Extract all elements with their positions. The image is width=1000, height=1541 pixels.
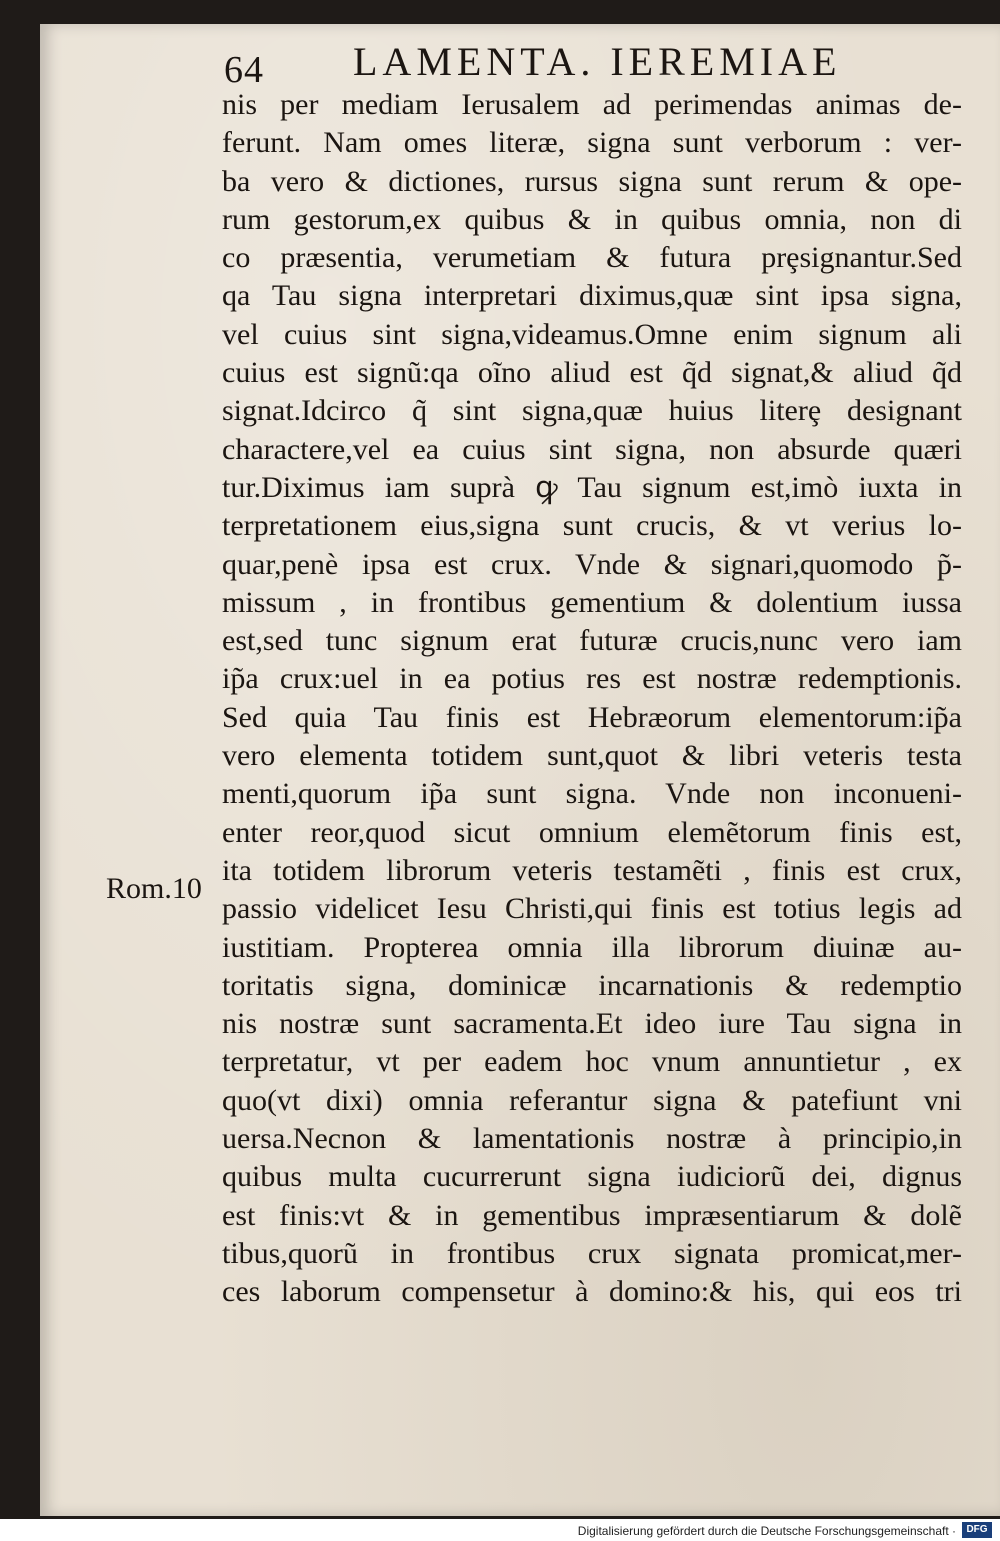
text-line: passio videlicet Iesu Christi,qui finis est totius legis ad — [222, 892, 962, 926]
text-line: terpretatur, vt per eadem hoc vnum annuntietur , ex — [222, 1045, 962, 1079]
text-line: menti,quorum ip̃a sunt signa. Vnde non inconueni- — [222, 777, 962, 811]
text-line: tur.Diximus iam suprà ꝙ Tau signum est,imò iuxta in — [222, 470, 962, 504]
text-line: est,sed tunc signum erat futuræ crucis,nunc vero iam — [222, 624, 962, 658]
text-line: cuius est signũ:qa oĩno aliud est q̃d signat,& aliud q̃d — [222, 356, 962, 390]
dfg-logo: DFG — [962, 1522, 992, 1538]
text-line: missum , in frontibus gementium & dolentium iussa — [222, 585, 962, 619]
text-line: terpretationem eius,signa sunt crucis, & vt verius lo- — [222, 509, 962, 543]
text-line: rum gestorum,ex quibus & in quibus omnia, non di — [222, 202, 962, 236]
text-line: Sed quia Tau finis est Hebræorum elementorum:ip̃a — [222, 700, 962, 734]
text-line: tibus,quorũ in frontibus crux signata promicat,mer- — [222, 1236, 962, 1270]
body-text — [222, 86, 962, 1312]
text-line: qa Tau signa interpretari diximus,quæ sint ipsa signa, — [222, 279, 962, 313]
text-line: ces laborum compensetur à domino:& his, qui eos tri — [222, 1275, 962, 1309]
text-line: ba vero & dictiones, rursus signa sunt rerum & ope- — [222, 164, 962, 198]
text-line: quo(vt dixi) omnia referantur signa & patefiunt vni — [222, 1083, 962, 1117]
text-line: uersa.Necnon & lamentationis nostræ à principio,in — [222, 1122, 962, 1156]
text-line: co præsentia, verumetiam & futura prȩsignantur.Sed — [222, 241, 962, 275]
text-line: vel cuius sint signa,videamus.Omne enim signum ali — [222, 317, 962, 351]
text-line: quar,penè ipsa est crux. Vnde & signari,quomodo p̃- — [222, 547, 962, 581]
text-line: iustitiam. Propterea omnia illa librorum diuinæ au- — [222, 930, 962, 964]
page-number: 64 — [224, 49, 264, 91]
text-line: toritatis signa, dominicæ incarnationis & redemptio — [222, 968, 962, 1002]
text-line: vero elementa totidem sunt,quot & libri veteris testa — [222, 739, 962, 773]
text-line: quibus multa cucurrerunt signa iudiciorũ dei, dignus — [222, 1160, 962, 1194]
text-line: ferunt. Nam omes literæ, signa sunt verborum : ver- — [222, 126, 962, 160]
running-title: LAMENTA. IEREMIAE — [353, 39, 842, 84]
text-line: enter reor,quod sicut omnium elemẽtorum finis est, — [222, 815, 962, 849]
text-line: est finis:vt & in gementibus impræsentiarum & dolẽ — [222, 1198, 962, 1232]
footer-credit: Digitalisierung gefördert durch die Deutsche Forschungsgemeinschaft · — [577, 1524, 956, 1538]
marginal-note: Rom.10 — [106, 872, 202, 905]
text-line: ip̃a crux:uel in ea potius res est nostræ redemptionis. — [222, 662, 962, 696]
text-line: nis per mediam Ierusalem ad perimendas animas de- — [222, 88, 962, 121]
text-line: signat.Idcirco q̃ sint signa,quæ huius literȩ designant — [222, 394, 962, 428]
text-line: ita totidem librorum veteris testamẽti , finis est crux, — [222, 853, 962, 887]
text-line: charactere,vel ea cuius sint signa, non absurde quæri — [222, 432, 962, 466]
text-line: nis nostræ sunt sacramenta.Et ideo iure Tau signa in — [222, 1007, 962, 1041]
